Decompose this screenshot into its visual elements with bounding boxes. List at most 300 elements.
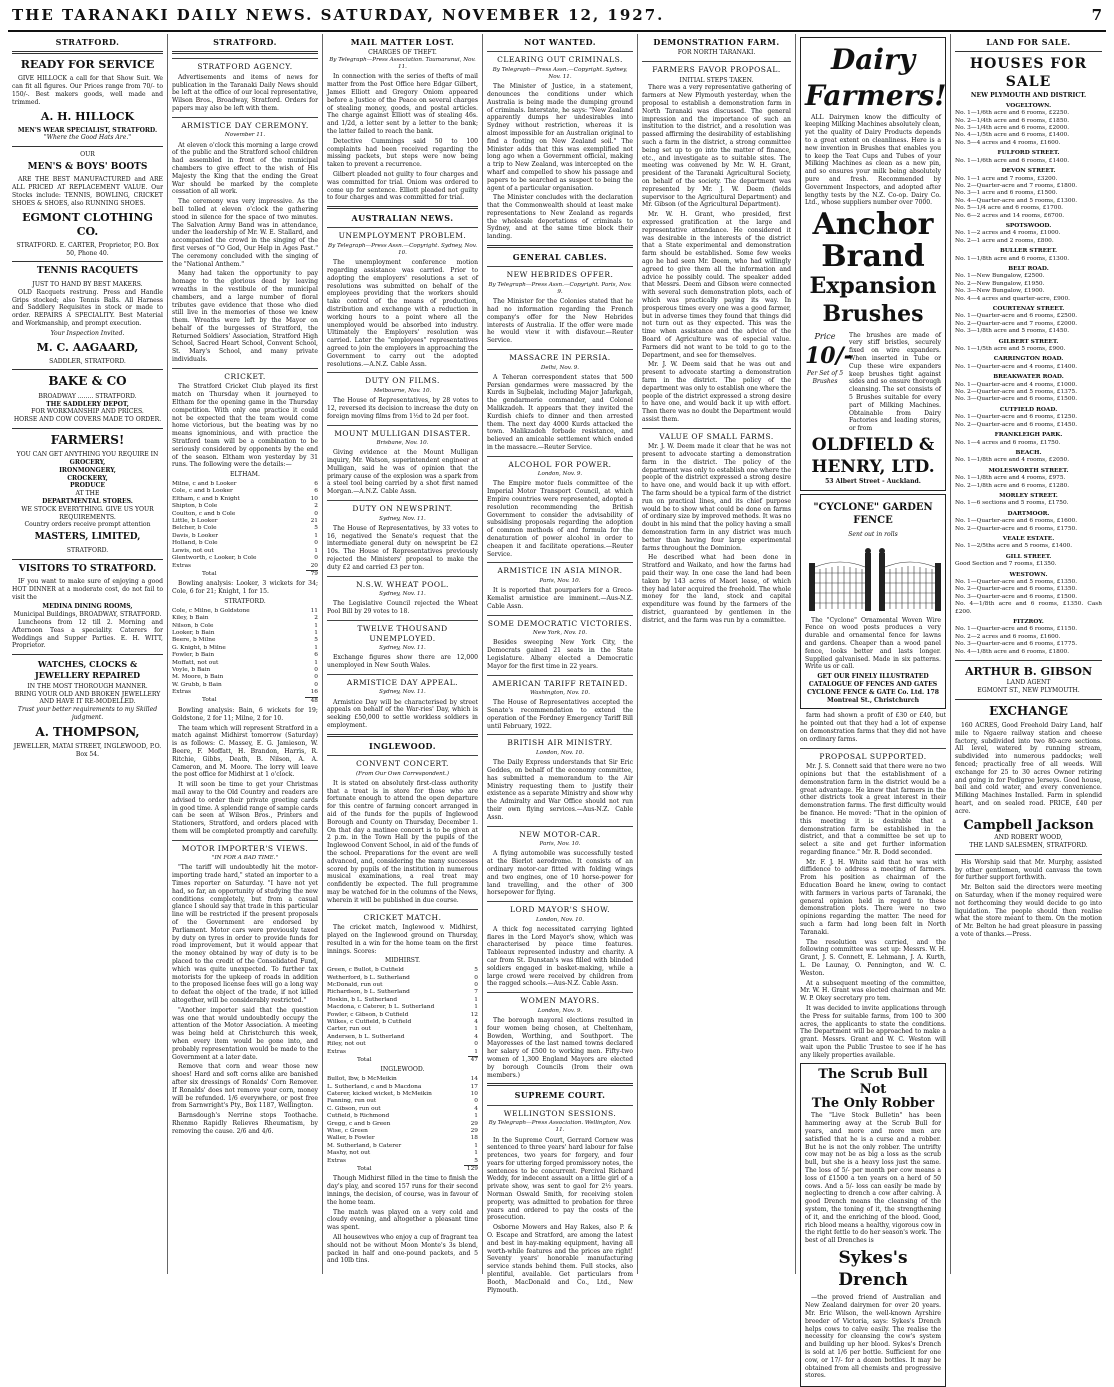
article-heading: N.S.W. WHEAT POOL. <box>327 576 478 590</box>
egmont-address: STRATFORD. E. CARTER, Proprietor, P.O. Box 50, Phone 40. <box>16 241 159 257</box>
article-heading: MAIL MATTER LOST. <box>350 37 455 47</box>
tennis-heading: TENNIS RACQUETS <box>36 266 139 277</box>
price-sub: Per Set of 5 Brushes <box>806 369 844 385</box>
batsman: L. Sutherland, c and b Macdona <box>327 1083 422 1090</box>
dateline: Paris, Nov. 10. <box>539 841 581 848</box>
exchange-body: 160 ACRES, Good Freehold Dairy Land, half mile to Ngaere railway station and cheese factory, subdivided into two 80-acre sections. All level, watered by running stream, subdivided into numerous paddocks; well fenced; practically free of all weeds. Will exchange for 25 to 30 acres Owner retiring and going in for Pedigree Jerseys. Good house, bail and cold water, and every convenience. Milking Machines Installed. Farm in splendid heart, and on sealed road. PRICE, £40 per acre. <box>955 722 1102 815</box>
dateline: Sydney, Nov. 11. <box>379 591 426 598</box>
score-row <box>172 615 318 622</box>
runs: 48 <box>305 697 318 705</box>
dateline: London, Nov. 10. <box>535 916 584 923</box>
property-item: No. 4—4 acres and quarter-acre, £900. <box>955 295 1070 302</box>
egmont-name: EGMONT CLOTHING CO. <box>22 210 153 238</box>
medina-times: Luncheons from 12 till 2. Morning and Afternoon Teas a speciality. Caterers for Weddings and Supper Parties. E. H. WITT, Proprietor. <box>12 619 163 650</box>
article-text: It is reported that pourparlers for a Greco-Kemalist armistice are imminent.—Aus-N.Z. Cable Assn. <box>487 587 633 610</box>
bake-name: BAKE & CO <box>48 374 127 389</box>
batsman: Kiley, b Bain <box>172 615 209 622</box>
article-heading: WOMEN MAYORS. <box>487 992 633 1006</box>
runs: 16 <box>310 689 318 696</box>
team-heading: INGLEWOOD. <box>380 1066 425 1074</box>
batsman: Davis, b Looker <box>172 532 218 539</box>
oldfield-name: OLDFIELD & HENRY, LTD. <box>811 434 935 477</box>
score-row <box>172 503 318 510</box>
runs: 4 <box>474 1018 478 1025</box>
team-heading: MIDHIRST. <box>384 957 421 965</box>
property-item: No. 1—Quarter-acre and 6 rooms, £2500. <box>955 313 1078 320</box>
property-item: No. 2—Quarter-acre and 7 rooms, £1800. <box>955 182 1078 189</box>
gibson-trade: LAND AGENT <box>1006 679 1051 687</box>
farmers-produce: PRODUCE <box>69 482 106 490</box>
article-heading: TWELVE THOUSAND UNEMPLOYED. <box>327 620 478 643</box>
article-heading: CRICKET. <box>172 368 318 382</box>
article-text: Osborne Mowers and Hay Rakes, also P. & O. Escape and Stratford, are among the latest and best in hay-making equipment, having all worth-while features and the prices are right! Seventy years' honorable manufacturing service stands behind them. Full stocks, also plentiful, available. Get particulars from Booth, MacDonald and Co., Ltd., New Plymouth. <box>487 1224 633 1294</box>
article-text: He described what had been done in Stratford and Waikato, and how the farms had paid their way. In one case the land had been taken by 143 acres of Maori lease, of which they had later acquired the freehold. The whole money for the land, stock and capital expenditure was found by the farmers of the district, guaranteed by gentlemen in the district, and the farm was run by a committee. <box>642 554 791 624</box>
runs: 20 <box>310 562 318 569</box>
article-text: The match was played on a very cold and cloudy evening, and altogether a pleasant time was spent. <box>327 1208 478 1232</box>
batsman: Andersen, b L. Sutherland <box>327 1033 405 1040</box>
batsman: Voyle, b Bain <box>172 666 211 673</box>
article-text: A thick fog necessitated carrying lighted flares in the Lord Mayor's show, which was characterised by peace time features. Tableaux represented industry and charity. A car from St. Dunstan's was filled with blinded soldiers engaged in basket-making, while a large crowd were received by children from the ragged schools.—Aus-N.Z. Cable Assn. <box>487 925 633 988</box>
runs: 79 <box>306 570 318 578</box>
dairy-advert <box>800 37 946 491</box>
runs: 0 <box>474 1041 478 1048</box>
score-row <box>327 989 478 996</box>
score-row <box>327 1128 478 1135</box>
cyclone-sent: Sent out in rolls <box>848 530 898 538</box>
column-7 <box>951 34 1106 1274</box>
score-row <box>172 667 318 674</box>
area-heading: FITZROY. <box>1013 619 1044 626</box>
article-text: The House of Representatives, by 33 votes to 16, negatived the Senate's request that the intermediate general duty on newsprint be £2 10s. The House of Representatives previously rejected the Ministers' proposal to make the duty £2 and carried £3 per ton. <box>327 524 478 571</box>
score-row <box>172 555 318 562</box>
batsman: Extras <box>327 1048 347 1055</box>
oldfield-address: 53 Albert Street - Auckland. <box>825 478 921 486</box>
tennis-body: OLD Racquets restrung. Press and Handle Grips stocked; also Tennis Balls. All Harness and Saddlery Requisites in stock or made to order. REPAIRS A SPECIALITY. Best Material and Workmanship, and prompt execution. <box>12 288 163 327</box>
batsman: Carter, run out <box>327 1026 371 1033</box>
article-text: The ceremony was very impressive. As the bell tolled at eleven o'clock the gathering stood in silence for the space of two minutes. The Salvation Army Band was in attendance, under the leadership of Mr. W. E. Stallard, and accompanied the crowd in the singing of the first verses of "O God, Our Help in Ages Past." The ceremony concluded with the singing of the "National Anthem." <box>172 198 318 268</box>
tennis-sub: JUST TO HAND BY BEST MAKERS. <box>32 280 143 288</box>
batsman: Macdona, c Caterer, b L. Sutherland <box>327 1004 435 1011</box>
runs: 1 <box>474 1113 478 1120</box>
article-heading: MOTOR IMPORTER'S VIEWS. <box>172 840 318 854</box>
score-row <box>327 1091 478 1098</box>
property-item: No. 2—1/4th acre and 6 rooms, £1850. <box>955 117 1070 124</box>
watches-body: IN THE MOST THOROUGH MANNER. <box>27 682 148 690</box>
runs: 0 <box>474 981 478 988</box>
runs: 0 <box>314 510 318 517</box>
runs: 10 <box>310 495 318 502</box>
egmont-heading: MEN'S & BOYS' BOOTS <box>27 161 148 172</box>
hillock-tagline: "Where the Good Hats Are." <box>43 134 132 142</box>
medina-address: Municipal Buildings, BROADWAY, STRATFORD. <box>13 611 162 619</box>
score-row <box>327 1150 478 1157</box>
hillock-name: A. H. HILLOCK <box>40 109 135 123</box>
article-subheading: CHARGES OF THEFT. <box>368 49 437 57</box>
article-heading: MASSACRE IN PERSIA. <box>487 349 633 363</box>
gibson-name: ARTHUR B. GIBSON <box>965 665 1092 679</box>
dateline: Paris, Nov. 10. <box>539 578 581 585</box>
batsman: Belcher, b Cole <box>172 525 217 532</box>
runs: 5 <box>474 1157 478 1164</box>
article-text: Mr. F. J. H. White said that he was with diffidence to address a meeting of farmers. From his position as chairman of the Education Board he knew, owing to contact with farmers in various parts of Taranaki, the general opinion held in regard to these demonstration plots. There were no two opinions regarding the matter. The need for such a farm had long been felt in North Taranaki. <box>800 858 946 936</box>
property-item: No. 1—Quarter-acre and 5 rooms, £1350. <box>955 579 1078 585</box>
column-3 <box>323 34 483 1274</box>
property-item: No. 2—Quarter-acre and 6 rooms, £1750. <box>955 525 1078 532</box>
section-title: GENERAL CABLES. <box>512 252 608 263</box>
area-heading: GILL STREET. <box>1005 553 1052 560</box>
dateline: New York, Nov. 10. <box>532 630 588 637</box>
hillock-trade: MEN'S WEAR SPECIALIST, STRATFORD. <box>17 126 158 134</box>
farmers-orders: Country orders receive prompt attention <box>24 521 151 529</box>
article-heading: ALCOHOL FOR POWER. <box>487 456 633 470</box>
score-row <box>172 689 318 697</box>
campbell-name: Campbell Jackson <box>963 817 1094 833</box>
article-text: Detective Cummings said 50 to 100 complaints had been received regarding the missing packets, but steps were now being taken to prevent a recurrence. <box>327 137 478 169</box>
runs: 0 <box>474 974 478 981</box>
score-row <box>327 1012 478 1019</box>
dateline: London, Nov. 10. <box>535 750 584 757</box>
score-row <box>327 975 478 982</box>
property-item: No. 1—1/8th acre and 6 rooms, £1300. <box>955 255 1070 262</box>
batsman: Glentworth, c Looker, b Cole <box>172 555 257 562</box>
gibson-address: EGMONT ST., NEW PLYMOUTH. <box>977 686 1080 694</box>
score-row <box>172 637 318 644</box>
farmers-stock: WE STOCK EVERYTHING. GIVE US YOUR REQUIREMENTS. <box>21 505 154 521</box>
area-heading: DARTMOOR. <box>1007 510 1050 517</box>
property-item: No. 2—Quarter-acre and 5 rooms, £1375. <box>955 389 1078 396</box>
batsman: Milne, c and b Looker <box>172 481 237 488</box>
article-text: The cricket match, Inglewood v. Midhirst, played on the Inglewood ground on Thursday, resulted in a win for the home team on the first innings. Scores: <box>327 924 478 955</box>
batsman: Riley, not out <box>327 1041 366 1048</box>
scorecard-midhirst <box>327 967 478 1064</box>
bowling-analysis: Bowling analysis: Bain, 6 wickets for 19; Goldstone, 2 for 11; Milne, 2 for 10. <box>172 706 318 722</box>
score-row <box>172 623 318 630</box>
property-item: No. 2—2 acres and 6 rooms, £1600. <box>955 633 1061 640</box>
batsman: Extras <box>327 1157 347 1164</box>
article-text: The Daily Express understands that Sir Eric Geddes, on behalf of the economy committee, has submitted a memorandum to the Air Ministry requesting them to justify their existence as a separate Ministry and show why the Admiralty and War Office should not run their own flying services.—Aus-N.Z. Cable Assn. <box>487 759 633 821</box>
area-heading: BULLER STREET. <box>999 248 1058 255</box>
article-heading: ARMISTICE DAY CEREMONY. <box>172 117 318 131</box>
scrub-heading-2: The Only Robber <box>811 1096 935 1112</box>
scrub-heading-1: The Scrub Bull Not <box>818 1066 928 1097</box>
score-row <box>327 1121 478 1128</box>
batsman: Total <box>202 570 217 577</box>
runs: 129 <box>464 1166 478 1174</box>
runs: 12 <box>470 1011 478 1018</box>
batsman: Total <box>357 1056 372 1063</box>
scorecard-inglewood <box>327 1076 478 1173</box>
section-title: INGLEWOOD. <box>369 740 436 751</box>
score-row <box>172 697 318 705</box>
property-item: No. 1—1/8th acre and 4 rooms, £975. <box>955 475 1066 482</box>
property-item: No. 3—Quarter-acre and 6 rooms, £1500. <box>955 396 1078 403</box>
runs: 0 <box>314 555 318 562</box>
bake-line-2: FOR WORKMANSHIP AND PRICES. <box>31 408 144 416</box>
area-heading: FULFORD STREET. <box>997 150 1060 157</box>
campbell-trade: THE LAND SALESMEN, STRATFORD. <box>969 842 1088 850</box>
article-text: In the Supreme Court, Gerrard Cornew was sentenced to three years' hard labour for false pretences, two years for forgery, and four years for uttering forged promissory notes, the sentences to be concurrent. Percival Richard Weddy, for indecent assault on a little girl of a private show, was sent to gaol for 2½ years. Norman Oswald Smith, for receiving stolen property, was admitted to probation for three years and ordered to pay the costs of the prosecution. <box>487 1136 633 1222</box>
property-item: No. 2—1 acre and 2 rooms, £800. <box>955 237 1054 244</box>
score-row <box>172 563 318 571</box>
property-item: No. 4—1/8th acre and 6 rooms, £1800. <box>955 648 1070 655</box>
property-item: No. 5—4 acres and 4 rooms, £1600. <box>955 139 1061 146</box>
score-row <box>172 518 318 525</box>
farmers-grocery: GROCERY, <box>69 459 106 467</box>
batsman: Fanning, run out <box>327 1098 377 1105</box>
article-heading: BRITISH AIR MINISTRY. <box>487 734 633 748</box>
section-title: NOT WANTED. <box>524 37 596 47</box>
article-heading: SOME DEMOCRATIC VICTORIES. <box>487 615 633 629</box>
hillock-heading: READY FOR SERVICE <box>20 58 155 72</box>
runs: 0 <box>314 540 318 547</box>
runs: 5 <box>474 967 478 974</box>
dateline: By Telegraph—Press Assn.—Copyright. Sydney, Nov. 10. <box>328 242 477 257</box>
batsman: Fowler, c Gibson, b Cutfield <box>327 1011 409 1018</box>
cyclone-address: CYCLONE FENCE & GATE Co. Ltd. 178 Montreal St., Christchurch <box>807 688 939 704</box>
dateline: Brisbane, Nov. 10. <box>376 440 429 447</box>
article-text: Remove that corn and wear those new shoes! Hard and soft corns alike are banished after six dressings of Ronalds' Corn Remover. If Ronalds' does not remove your corn, money will be refunded. 1/6 everywhere, or post free from Sarnwright's Pty., Box 1187, Wellington. <box>172 1063 318 1110</box>
property-item: No. 1—1/5th acre and 5 rooms, £900. <box>955 346 1066 353</box>
batsman: Moffatt, not out <box>172 659 219 666</box>
bake-line-3: HORSE AND COW COVERS MADE TO ORDER. <box>13 416 162 424</box>
watches-bring: BRING YOUR OLD AND BROKEN JEWELLERY AND HAVE IT RE-MODELLED. <box>14 690 161 706</box>
score-row <box>172 488 318 495</box>
batsman: C. Gibson, run out <box>327 1105 381 1112</box>
runs: 29 <box>470 1120 478 1127</box>
dateline: London, Nov. 9. <box>537 1007 583 1014</box>
runs: 0 <box>474 1098 478 1105</box>
score-row <box>172 660 318 667</box>
property-item: No. 3—Quarter-acre and 6 rooms, £1775. <box>955 641 1078 648</box>
article-text: Mr. J. W. Deem made it clear that he was not present to advocate starting a demonstration farm in the district. The policy of the department was only to establish one where the people of the district expressed a strong desire to have one, and would back it up with effort. The farm should be a typical farm of the district run on practical lines, and its chief purpose would be to show what could be done on farms of ordinary size by improved methods. It was no doubt in his mind that the policy having a small demonstration farm in any district was much better than having four large experimental farms throughout the Dominion. <box>642 443 791 552</box>
bowling-analysis: Bowling analysis: Looker, 3 wickets for 34; Cole, 6 for 21; Knight, 1 for 15. <box>172 580 318 596</box>
columns <box>8 34 1106 1380</box>
article-text: A flying automobile was successfully tested at the Bierlot aerodrome. It consists of an ordinary motor-car fitted with folding wings and two engines, one of 10 horse-power for land travelling, and the other of 300 horsepower for flying. <box>487 850 633 897</box>
batsman: Shipton, b Cole <box>172 503 218 510</box>
area-heading: VEALE ESTATE. <box>1002 535 1055 542</box>
dateline: Sydney, Nov. 11. <box>379 689 426 696</box>
dateline: By Telegraph—Press Assn.—Copyright. Paris, Nov. 9. <box>488 281 632 296</box>
article-text: Giving evidence at the Mount Mulligan inquiry, Mr. Watson, superintendent engineer at Mulligan, said he was of opinion that the primary cause of the explosion was a spark from a steel tool being carried by a shot first named Morgan.—A.N.Z. Cable Assn. <box>327 449 478 496</box>
property-item: Good Section and 7 rooms, £1350. <box>955 561 1057 568</box>
score-row <box>327 1158 478 1166</box>
batsman: Lewis, not out <box>172 547 214 554</box>
score-row <box>327 1057 478 1065</box>
property-item: No. 1—1/6th acre and 6 rooms, £2250. <box>955 110 1070 117</box>
farmers-at: AT THE <box>75 490 100 498</box>
article-heading: CONVENT CONCERT. <box>327 755 478 769</box>
section-title: AUSTRALIAN NEWS. <box>351 213 454 224</box>
score-row <box>172 645 318 652</box>
property-item: No. 1—New Bungalow, £2500. <box>955 273 1045 280</box>
dateline: By Telegraph—Press Assn.—Copyright. Sydney, Nov. 11. <box>492 66 628 80</box>
article-heading: ARMISTICE IN ASIA MINOR. <box>487 562 633 576</box>
batsman: Cole, c Milne, b Goldstone <box>172 607 250 614</box>
batsman: Bullot, lbw, b McMeikin <box>327 1076 397 1083</box>
article-heading: PROPOSAL SUPPORTED. <box>800 748 946 762</box>
team-heading: ELTHAM. <box>230 471 260 479</box>
property-item: No. 5—1/4 acre and 6 rooms, £1700. <box>955 205 1064 212</box>
batsman: W. Grubb, b Bain <box>172 681 222 688</box>
runs: 6 <box>314 652 318 659</box>
team-heading: STRATFORD. <box>224 597 266 605</box>
article-text: The Minister concludes with the declaration that the Commonwealth should at least make representations to New Zealand as regards the wholesale deportations of criminals to Sydney, and at the same time block their landing. <box>487 194 633 241</box>
article-text: In connection with the series of thefts of mail matter from the Post Office here Edgar Gilbert, James Elliott and Gregory Oniom appeared before a Justice of the Peace on several charges of stealing money, goods, and postal articles. The charge against Elliott was of stealing 46s. and 1/2d, a letter sent by a letter to the bank; the latter failed to reach the bank. <box>327 73 478 135</box>
egmont-body: ARE THE BEST MANUFACTURED and ARE ALL PRICED AT REPLACEMENT VALUE. Our Stocks include: TENNIS, BOWLING, CRICKET SHOES & SHOES, also RUNNING SHOES. <box>12 176 163 207</box>
property-item: No. 1—1/6th acre and 6 rooms, £1400. <box>955 157 1070 164</box>
batsman: Gregg, c and b Green <box>327 1120 391 1127</box>
area-heading: FRANKLEIGH PARK. <box>994 432 1063 439</box>
property-item: No. 1—1 acre and 7 rooms, £3200. <box>955 175 1058 182</box>
article-text: "Another importer said that the question was one that would undoubtedly occupy the attention of the Motor Association. A meeting was being held at Christchurch this week, when every item would be gone into, and probably representation would be made to the Government at a later date. <box>172 1006 318 1061</box>
campbell-sub: AND ROBERT WOOD, <box>994 834 1063 842</box>
aagaard-name: M. C. AAGAARD, <box>36 340 139 354</box>
batsman: Wise, c Green <box>327 1128 368 1135</box>
article-text: The House of Representatives accepted the Senate's recommendation to extend the operation of the Fordney Emergency Tariff Bill until February, 1922. <box>487 699 633 730</box>
area-heading: BREAKWATER ROAD. <box>993 374 1064 381</box>
batsman: Hoskin, b L. Sutherland <box>327 996 398 1003</box>
property-item: No. 6—2 acres and 14 rooms, £6700. <box>955 212 1065 219</box>
score-row <box>172 533 318 540</box>
runs: 10 <box>470 1091 478 1098</box>
runs: 1 <box>314 532 318 539</box>
farmers-dept: DEPARTMENTAL STORES. <box>42 498 133 506</box>
property-item: No. 2—New Bungalow, £1950. <box>955 280 1045 287</box>
article-heading: CRICKET MATCH. <box>327 909 478 923</box>
article-text: It is stated on absolutely first-class authority that a treat is in store for those who are fortunate enough to attend the open departure for this centre of farming concert arranged in aid of the funds for the pupils of Inglewood Borough and County on Thursday, December 1. On that day a matinee concert is to be given at 2 p.m. in the Town Hall by the pupils of the Inglewood Convent School, in aid of the funds of the school. Preparations for the event are well advanced, and, considering the many successes scored by pupils of the institution in numerous musical examinations, a real treat may confidently be expected. The full programme may be watched for in the columns of the News, wherein it will be published in due course. <box>327 779 478 904</box>
article-subheading: INITIAL STEPS TAKEN. <box>679 76 754 84</box>
batsman: Total <box>357 1165 372 1172</box>
runs: 0 <box>314 666 318 673</box>
score-row <box>327 1084 478 1091</box>
batsman: Little, b Looker <box>172 518 218 525</box>
farmers-body: YOU CAN GET ANYTHING YOU REQUIRE IN <box>16 451 159 459</box>
article-text: Mr. J. W. Deem said that he was out and present to advocate starting a demonstration farm in the district. The policy of the department was only to establish one where the people of the district expressed a strong desire to have one, and would back it up with effort. Then there was no doubt the Department would assist them. <box>642 361 791 423</box>
area-heading: VOGELTOWN. <box>1005 102 1052 109</box>
dateline: London, Nov. 9. <box>537 471 583 478</box>
scrub-body: The "Live Stock Bulletin" has been hammering away at the Scrub Bull for years, and more and more men are satisfied that he is a curse and a robber. But he is not the only robber. The untrifty cow may not be as big a loss as the scrub bull, but she is a heavy loss just the same. The loss of 5/- per month per cow means a loss of £1500 a ten years on a herd of 50 cows. And a 5/- loss can easily be made by neglecting to drench a cow after calving. A good Drench means the cleansing of the system, the toning of it, the strengthening of it, and the enriching of the blood. Good, rich blood means a healthy, vigorous cow in the right fettle to do her season's work. The best of all Drenches is <box>805 1112 941 1245</box>
property-item: No. 1—2/5ths acre and 5 rooms, £1400. <box>955 543 1073 550</box>
area-heading: CARRINGTON ROAD. <box>993 356 1064 363</box>
article-text: "The tariff will undoubtedly hit the motor-importing trade hard," stated an importer to a Times reporter on Saturday. "I have not yet had, so far, an opportunity of studying the new conditions completely, but from a casual glance I should say that trade in this particular line will be restricted if the present proposals of the Government are endorsed by Parliament. Motor cars were previously taxed by duty on tyres in order to provide funds for road improvement, but it would appear that the money obtained by way of duty is to be placed to the credit of the Consolidated Fund, which was quite unexpected. To further tax motorists for the upkeep of roads in addition to the proposed license fees will go a long way to defeat the object of the trade, if not killed altogether, will be considerably restricted." <box>172 864 318 1005</box>
property-item: No. 4—1/8th acre and 6 rooms, £1350. Cash £200. <box>955 601 1102 615</box>
article-heading: AMERICAN TARIFF RETAINED. <box>487 675 633 689</box>
property-item: No. 1—2 acres and 4 rooms, £1000. <box>955 230 1061 237</box>
batsman: Coulton, c and b Cole <box>172 510 236 517</box>
thompson-name: A. THOMPSON, <box>35 724 140 739</box>
article-subheading: FOR NORTH TARANAKI. <box>677 49 756 57</box>
dateline: By Telegraph—Press Association. Wellington, Nov. 11. <box>488 1120 632 1134</box>
cyclone-body: The "Cyclone" Ornamental Woven Wire Fence on wood posts produces a very durable and ornamental fence for lawns and gardens. Cheaper than a wood panel fence, looks better and lasts longer. Supplied galvanised. Made in six patterns. Write us or call. <box>805 616 941 671</box>
article-text: Gilbert pleaded not guilty to four charges and was committed for trial. Oniom was ordered to come up for sentence. Elliott pleaded not guilty to four charges and was committed for trial. <box>327 170 478 202</box>
runs: 17 <box>470 1083 478 1090</box>
area-heading: SPOTSWOOD. <box>1005 222 1052 229</box>
score-row <box>327 1019 478 1026</box>
runs: 4 <box>474 1105 478 1112</box>
dairy-heading: Dairy Farmers! <box>805 43 947 112</box>
area-heading: MORLEY STREET. <box>999 492 1058 499</box>
property-item: No. 1—Quarter-acre and 6 rooms, £1250. <box>955 414 1078 421</box>
runs: 1 <box>474 1150 478 1157</box>
runs: 4 <box>474 1033 478 1040</box>
property-item: No. 3—1/8th acre and 5 rooms, £1450. <box>955 328 1070 335</box>
article-text: The team which will represent Stratford in a match against Midhirst tomorrow (Saturday) is as follows: C. Massey, E. G. Jamieson, W. Beere, F. Moffatt, H. Brandon, Harris, R. Ritchie, Gibbs, Death, B. Nilson, A. A. Cameron, and M. Moore. The lorry will leave the post office for Midhirst at 1 o'clock. <box>172 724 318 779</box>
runs: 1 <box>474 1026 478 1033</box>
batsman: Total <box>202 697 217 704</box>
area-heading: CUTFIELD ROAD. <box>999 406 1058 413</box>
runs: 0 <box>314 674 318 681</box>
masthead <box>8 6 1106 32</box>
runs: 5 <box>314 637 318 644</box>
property-item: No. 2—Quarter-acre and 6 rooms, £1350. <box>955 586 1078 593</box>
score-row <box>172 630 318 637</box>
property-item: No. 2—Quarter-acre and 7 rooms, £2000. <box>955 320 1078 327</box>
dateline: Delhi, Nov. 9. <box>540 364 580 371</box>
dateline: Melbourne, Nov. 10. <box>373 387 432 394</box>
article-text: The unemployment conference motion regarding assistance was carried. Prior to adopting the employers' resolutions a set of resolutions was submitted on behalf of the employees providing that the workers should take control of the means of production, distribution and exchange with a reduction in working hours to a point where all the unemployed would be absorbed into industry. Ultimately the Employers' resolution was carried. Later the "employees" representatives agreed to join the employers in approaching the Government to carry out the adopted resolutions.—A.N.Z. Cable Assn. <box>327 259 478 368</box>
article-heading: DUTY ON NEWSPRINT. <box>327 500 478 514</box>
batsman: Caterer, kicked wicket, b McMeikin <box>327 1091 432 1098</box>
property-item: No. 3—1/4th acre and 6 rooms, £2000. <box>955 125 1070 132</box>
score-row <box>172 570 318 578</box>
score-row <box>172 548 318 555</box>
batsman: McDonald, run out <box>327 981 383 988</box>
article-text: Mr. J. S. Connett said that there were no two opinions but that the establishment of a demonstration farm in the district would be a great advantage. He knew that farmers in the other districts took a great interest in their demonstration farms. The first difficulty would be finance. He moved: "That in the opinion of this meeting it is desirable that a demonstration farm be established in the district, and that a committee be set up to select a site and get further information regarding finance." Mr. R. Dodd seconded. <box>800 763 946 856</box>
batsman: Eltham, c and b Knight <box>172 495 240 502</box>
article-text: At eleven o'clock this morning a large crowd of the public and the Stratford school children had assembled in front of the municipal chambers to give effect to the wish of His Majesty the King that the ending the Great War should be marked by the complete cessation of all work. <box>172 141 318 196</box>
article-text: All housewives who enjoy a cup of fragrant tea should not be without Moon Monte's 3s blend, packed in half and one-pound packets, and 5 and 10lb tins. <box>327 1234 478 1265</box>
tennis-invite: Your Inspection Invited. <box>50 329 125 337</box>
watches-trust: Trust your better requirements to my Skilled judgment. <box>17 706 158 721</box>
runs: 2 <box>314 615 318 622</box>
article-heading: STRATFORD AGENCY. <box>172 58 318 72</box>
batsman: Extras <box>172 562 192 569</box>
area-heading: DEVON STREET. <box>1001 168 1056 175</box>
page-number: 7 <box>1091 6 1102 24</box>
batsman: Richardson, b L. Sutherland <box>327 989 410 996</box>
visitors-heading: VISITORS TO STRATFORD. <box>18 563 157 574</box>
score-row <box>327 982 478 989</box>
runs: 14 <box>470 1076 478 1083</box>
article-text: The borough mayoral elections resulted in four women being chosen, at Cheltenham, Bowden, Worthing, and Southport. The Mayoresses of the last named towns declared her salary of £500 to working men. Fifty-two women of 1,300 England Mayors are elected by borough Councils (Irom their own members.) <box>487 1016 633 1079</box>
article-text: His Worship said that Mr. Murphy, assisted by other gentlemen, would canvass the town for further support forthwith. <box>955 858 1102 882</box>
score-row <box>327 1098 478 1105</box>
cyclone-heading: "CYCLONE" GARDEN FENCE <box>813 502 933 526</box>
article-text: A Teheran correspondent states that 500 Persian gendarmes were massacred by the Kurds in Sujbelak, including Major Jafarkgah, the gendarmerie commander, and Colonel Malikzadeh. It appears that they invited the Kurdish chiefs to dinner and then arrested them. The next day 4000 Kurds attacked the town. Malikzadeh forbade resistance, and believed an amicable settlement which ended in the massacre.—Reuter Service. <box>487 373 633 451</box>
anchor-brand-title: Anchor Brand <box>812 207 934 274</box>
runs: 2 <box>314 503 318 510</box>
price-value: 10/- <box>805 342 853 369</box>
score-row <box>327 1034 478 1041</box>
scorecard-stratford <box>172 608 318 705</box>
property-item: No. 1—Quarter-acre and 6 rooms, £1150. <box>955 626 1078 633</box>
runs: 1 <box>314 547 318 554</box>
runs: 0 <box>314 681 318 688</box>
property-item: No. 1—1/8th acre and 4 rooms, £2050. <box>955 457 1070 464</box>
score-row <box>327 1004 478 1011</box>
cyclone-advert <box>800 494 946 709</box>
score-row <box>327 997 478 1004</box>
runs: 1 <box>474 1048 478 1055</box>
score-row <box>327 1041 478 1048</box>
dateline: By Telegraph—Press Association. Taumarunui, Nov. 11. <box>329 57 476 71</box>
dateline: Sydney, Nov. 11. <box>379 515 426 522</box>
property-item: No. 1—4 acres and 6 rooms, £1750. <box>955 439 1061 446</box>
runs: 21 <box>310 518 318 525</box>
score-row <box>172 525 318 532</box>
batsman: G. Knight, b Milne <box>172 644 226 651</box>
article-text: Besides sweeping New York City, the Democrats gained 21 seats in the State Legislature. Albany elected a Democratic Mayor for the first time in 22 years. <box>487 639 633 670</box>
